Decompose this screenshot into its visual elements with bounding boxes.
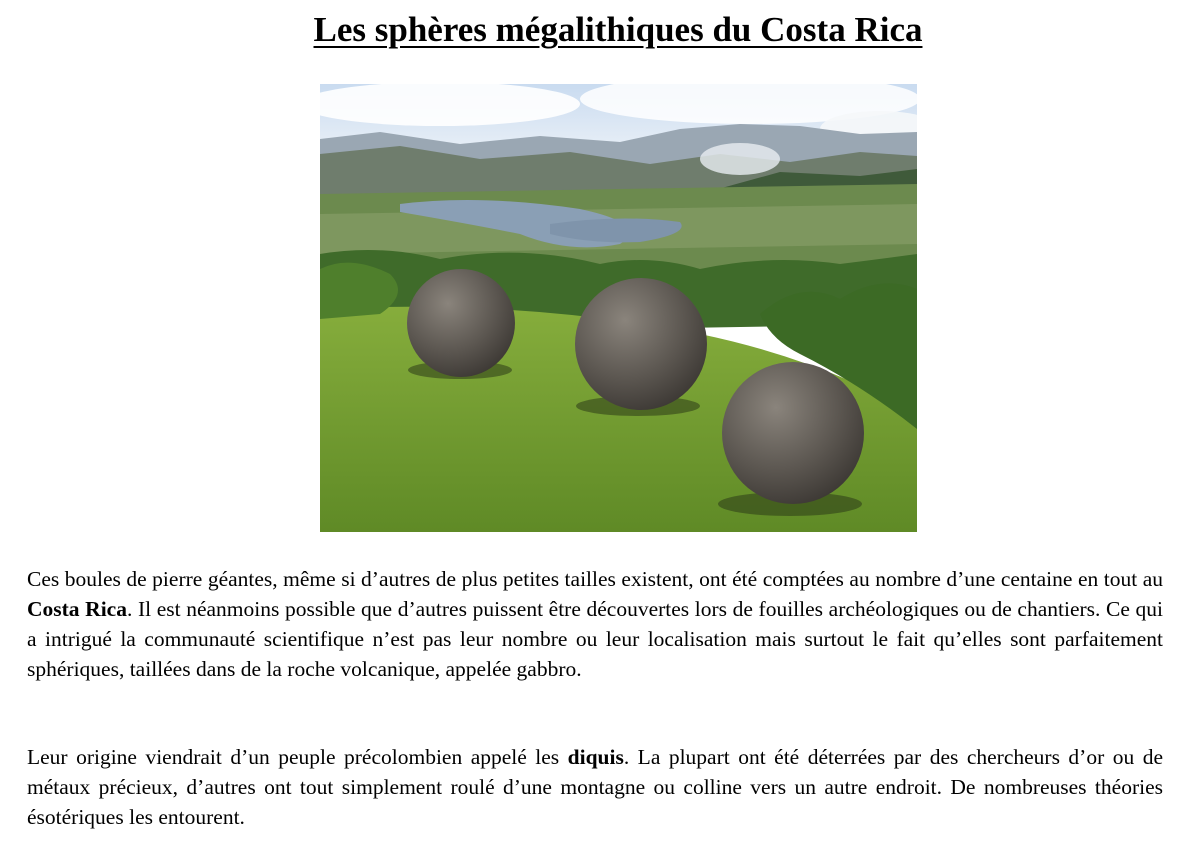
- page-title: Les sphères mégalithiques du Costa Rica: [313, 10, 923, 49]
- diquis-bold: diquis: [567, 745, 624, 769]
- paragraph-1-text: Ces boules de pierre géantes, même si d’autres de plus petites tailles existent, ont été comptées au nombre d’une centaine en tout au: [27, 567, 1163, 591]
- costa-rica-bold: Costa Rica: [27, 597, 127, 621]
- paragraph-spheres-description: [27, 564, 1163, 684]
- paragraph-1-text-end: . Il est néanmoins possible que d’autres puissent être découvertes lors de fouilles archéologiques ou de chantiers. Ce qui a intrigué la communauté scientifique n’est pas leur nombre ou leur localisation mais surtout le fait qu’elles sont parfaitement sphériques, taillées dans de la roche volcanique, appelée gabbro.: [27, 597, 1163, 681]
- stone-spheres-landscape-photo: [320, 84, 917, 532]
- paragraph-2-text: Leur origine viendrait d’un peuple précolombien appelé les: [27, 745, 568, 769]
- paragraph-origin: [27, 742, 1163, 832]
- paragraph-2-text-end: . La plupart ont été déterrées par des chercheurs d’or ou de métaux précieux, d’autres ont tout simplement roulé d’une montagne ou colline vers un autre endroit. De nombreuses théories ésotériques les entourent.: [27, 745, 1163, 829]
